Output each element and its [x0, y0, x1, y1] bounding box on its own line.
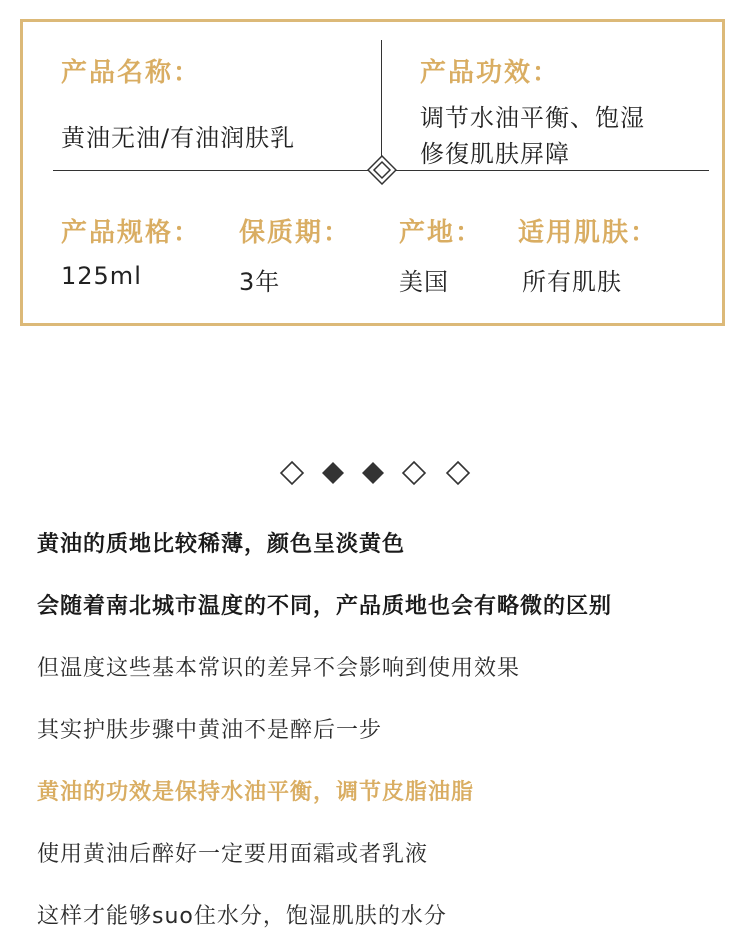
shelf-life-label: 保质期：	[239, 218, 352, 248]
body-text-line: 其实护肤步骤中黄油不是醉后一步	[37, 718, 383, 743]
origin-value: 美国	[399, 268, 449, 296]
body-text-line: 使用黄油后醉好一定要用面霜或者乳液	[37, 842, 429, 867]
suitable-skin-label: 适用肌肤：	[518, 218, 659, 248]
product-effect-value-line2: 修復肌肤屏障	[420, 140, 570, 168]
body-text-line: 但温度这些基本常识的差异不会影响到使用效果	[37, 656, 521, 681]
product-effect-value-line1: 调节水油平衡、饱湿	[420, 104, 645, 132]
body-text-line: 黄油的质地比较稀薄，颜色呈淡黄色	[37, 532, 406, 557]
section-divider-diamonds	[278, 458, 478, 488]
product-spec-value: 125ml	[61, 262, 142, 290]
shelf-life-value: 3年	[239, 268, 281, 296]
body-text-line: 会随着南北城市温度的不同，产品质地也会有略微的区别	[37, 594, 613, 619]
diamond-outline-icon	[447, 462, 469, 484]
diamond-filled-icon	[362, 462, 384, 484]
product-name-value: 黄油无油/有油润肤乳	[61, 124, 296, 152]
diamond-outline-icon	[281, 462, 303, 484]
diamond-outline-icon	[403, 462, 425, 484]
diamond-filled-icon	[322, 462, 344, 484]
product-name-label: 产品名称：	[61, 58, 202, 88]
product-effect-label: 产品功效：	[420, 58, 561, 88]
vertical-divider	[381, 40, 382, 158]
product-spec-label: 产品规格：	[61, 218, 202, 248]
origin-label: 产地：	[399, 218, 484, 248]
center-diamond-icon	[367, 155, 397, 185]
body-text-line: 这样才能够suo住水分，饱湿肌肤的水分	[37, 904, 447, 929]
suitable-skin-value: 所有肌肤	[522, 268, 622, 296]
body-text-line-highlight: 黄油的功效是保持水油平衡，调节皮脂油脂	[37, 780, 475, 805]
product-info-box	[20, 19, 725, 326]
